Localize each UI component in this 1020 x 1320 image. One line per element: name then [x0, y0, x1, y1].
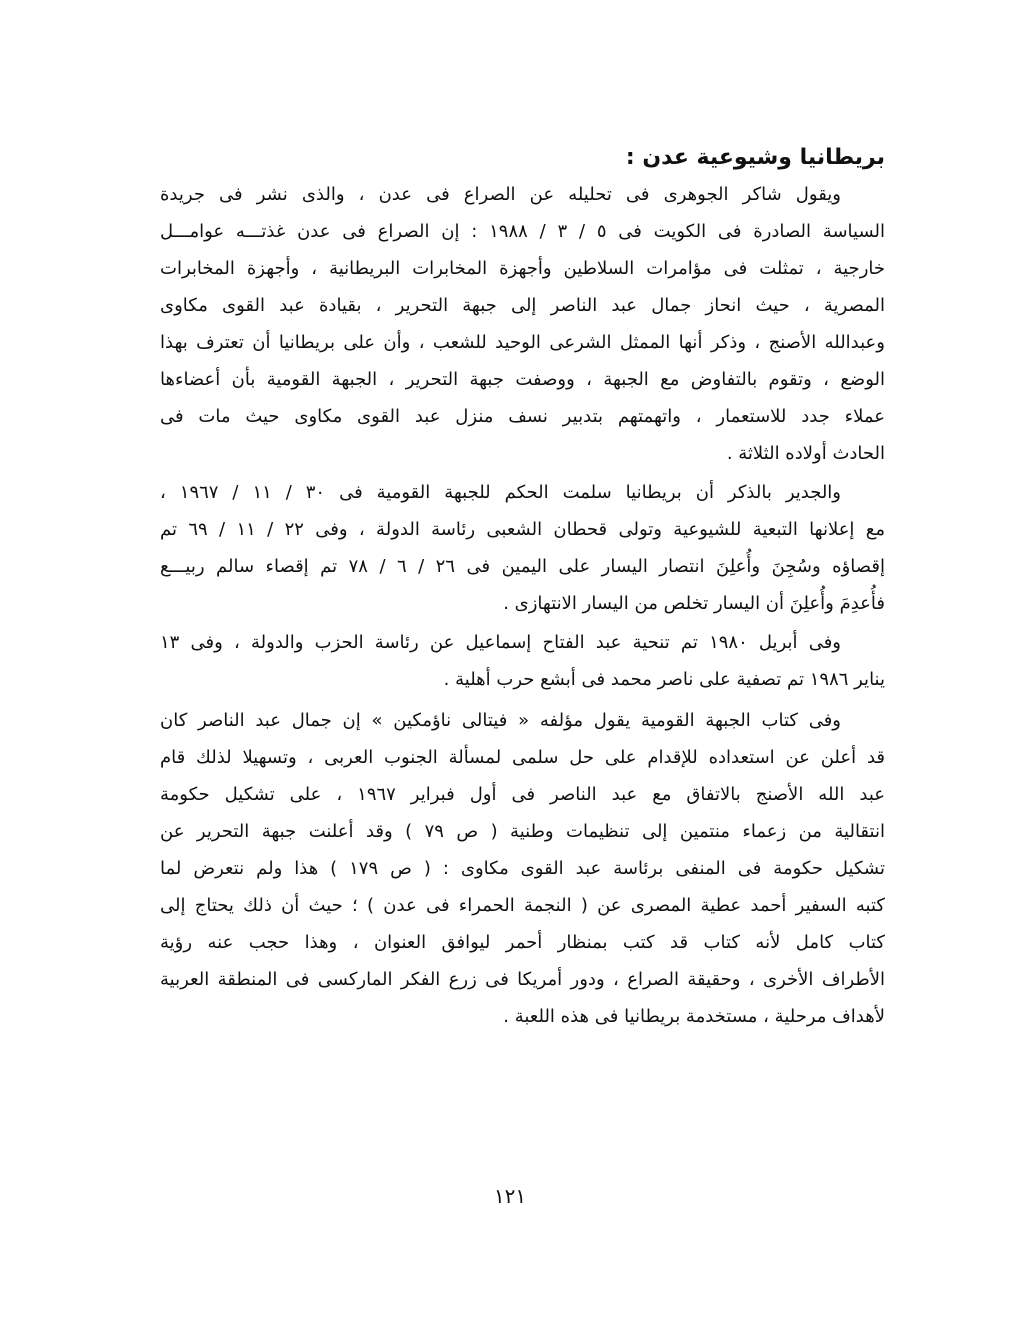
text-line: خارجية ، تمثلت فى مؤامرات السلاطين وأجهزة المخابرات البريطانية ، وأجهزة المخابرات [160, 258, 885, 279]
text-line: وفى كتاب الجبهة القومية يقول مؤلفه « فيتالى ناؤمكين » إن جمال عبد الناصر كان [160, 710, 841, 731]
text-line: المصرية ، حيث انحاز جمال عبد الناصر إلى جبهة التحرير ، بقيادة عبد القوى مكاوى [160, 295, 885, 316]
text-line: إقصاؤه وسُجِنَ وأُعلِنَ انتصار اليسار على اليمين فى ٢٦ / ٦ / ٧٨ تم إقصاء سالم ربيـــع [160, 556, 885, 577]
page-number: ١٢١ [493, 1184, 527, 1208]
text-line: لأهداف مرحلية ، مستخدمة بريطانيا فى هذه اللعبة . [503, 1006, 885, 1027]
text-line: الحادث أولاده الثلاثة . [726, 443, 885, 464]
paragraph [160, 702, 885, 1035]
text-line: كتاب كامل لأنه كتاب قد كتب بمنظار أحمر ليوافق العنوان ، وهذا حجب عنه رؤية [160, 932, 885, 953]
text-line: السياسة الصادرة فى الكويت فى ٥ / ٣ / ١٩٨٨ : إن الصراع فى عدن غذتـــه عوامـــل [160, 221, 886, 242]
text-line: كتبه السفير أحمد عطية المصرى عن ( النجمة الحمراء فى عدن ) ؛ حيث أن ذلك يحتاج إلى [160, 895, 885, 916]
text-line: مع إعلانها التبعية للشيوعية وتولى قحطان الشعبى رئاسة الدولة ، وفى ٢٢ / ١١ / ٦٩ تم [160, 519, 886, 540]
text-line: وفى أبريل ١٩٨٠ تم تنحية عبد الفتاح إسماعيل عن رئاسة الحزب والدولة ، وفى ١٣ [160, 632, 841, 653]
text-line: ويقول شاكر الجوهرى فى تحليله عن الصراع فى عدن ، والذى نشر فى جريدة [160, 184, 841, 205]
text-line: فأُعدِمَ وأُعلِنَ أن اليسار تخلص من اليسار الانتهازى . [503, 593, 885, 614]
paragraph [160, 176, 885, 472]
text-line: يناير ١٩٨٦ تم تصفية على ناصر محمد فى أبشع حرب أهلية . [443, 669, 885, 690]
paragraph [160, 624, 885, 698]
text-line: الوضع ، وتقوم بالتفاوض مع الجبهة ، ووصفت جبهة التحرير ، الجبهة القومية بأن أعضاءها [160, 369, 885, 390]
text-line: عملاء جدد للاستعمار ، واتهمتهم بتدبير نسف منزل عبد القوى مكاوى حيث مات فى [160, 406, 885, 427]
text-line: والجدير بالذكر أن بريطانيا سلمت الحكم للجبهة القومية فى ٣٠ / ١١ / ١٩٦٧ ، [160, 482, 842, 503]
text-line: الأطراف الأخرى ، وحقيقة الصراع ، ودور أمريكا فى زرع الفكر الماركسى فى المنطقة العربية [160, 969, 885, 990]
text-line: عبد الله الأصنج بالاتفاق مع عبد الناصر فى أول فبراير ١٩٦٧ ، على تشكيل حكومة [160, 784, 885, 805]
text-line: قد أعلن عن استعداده للإقدام على حل سلمى لمسألة الجنوب العربى ، وتسهيلا لذلك قام [160, 747, 885, 768]
section-heading: بريطانيا وشيوعية عدن : [625, 145, 885, 170]
text-line: وعبدالله الأصنج ، وذكر أنها الممثل الشرعى الوحيد للشعب ، وأن على بريطانيا أن تعترف بهذا [160, 332, 885, 353]
paragraph [160, 474, 885, 622]
text-line: تشكيل حكومة فى المنفى برئاسة عبد القوى مكاوى : ( ص ١٧٩ ) هذا ولم نتعرض لما [160, 858, 886, 879]
page-body [160, 140, 885, 1035]
text-line: انتقالية من زعماء منتمين إلى تنظيمات وطنية ( ص ٧٩ ) وقد أعلنت جبهة التحرير عن [160, 821, 885, 842]
